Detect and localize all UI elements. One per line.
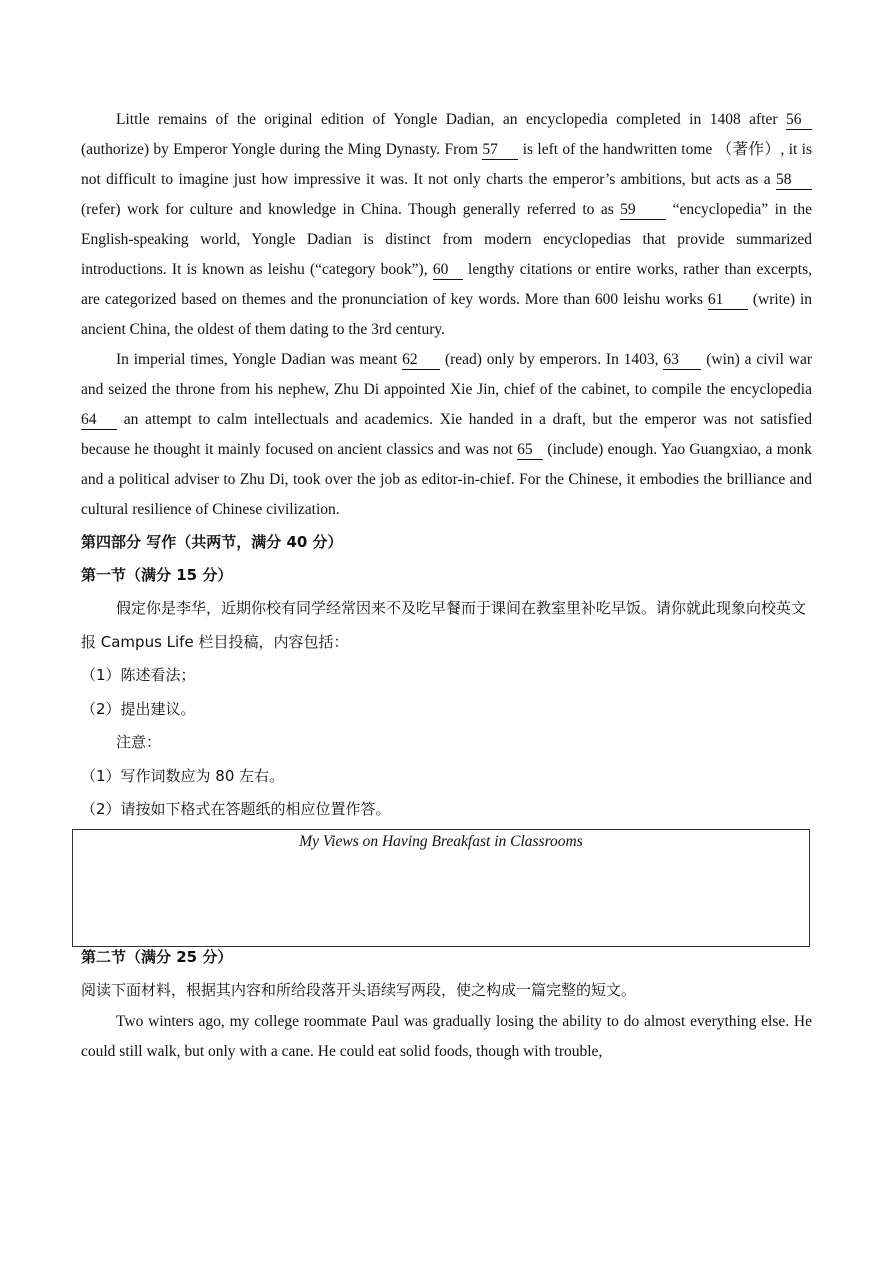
blank-59: 59 xyxy=(620,201,666,220)
blank-62: 62 xyxy=(402,351,440,370)
exam-page xyxy=(81,105,812,1067)
answer-box-wrapper xyxy=(81,827,812,949)
passage-text: In imperial times, Yongle Dadian was meant xyxy=(116,351,403,368)
requirement-2: （2）提出建议。 xyxy=(81,699,196,718)
section1-prompt: 假定你是李华，近期你校有同学经常因来不及吃早餐而于课间在教室里补吃早饭。请你就此现象向校英文报 Campus Life 栏目投稿，内容包括： xyxy=(81,599,807,651)
blank-56: 56 xyxy=(786,111,812,130)
story-paragraph: Two winters ago, my college roommate Paul was gradually losing the ability to do almost everything else. He could still walk, but only with a cane. He could eat solid foods, though with trouble, xyxy=(81,1013,812,1060)
section2-instruction: 阅读下面材料，根据其内容和所给段落开头语续写两段，使之构成一篇完整的短文。 xyxy=(81,980,637,999)
blank-65: 65 xyxy=(517,441,543,460)
blank-57: 57 xyxy=(482,141,518,160)
passage-text: Little remains of the original edition of Yongle Dadian, an encyclopedia completed in 1408 after xyxy=(116,111,786,128)
requirement-1: （1）陈述看法； xyxy=(81,666,196,684)
blank-61: 61 xyxy=(708,291,748,310)
passage-text: is left of the handwritten tome （著作）, it is not difficult to imagine just how impressive it was. It not only charts the emperor’s ambitions, but acts as a xyxy=(81,141,812,188)
section1-heading: 第一节（满分 15 分） xyxy=(81,566,233,584)
passage-text: (read) only by emperors. In 1403, xyxy=(440,351,664,368)
blank-63: 63 xyxy=(663,351,701,370)
note-2: （2）请按如下格式在答题纸的相应位置作答。 xyxy=(81,800,391,818)
passage-text: an attempt to calm intellectuals and academics. Xie handed in a draft, but the emperor was not satisfied because he thought it mainly focused on ancient classics and was not xyxy=(81,411,812,458)
essay-title: My Views on Having Breakfast in Classrooms xyxy=(299,832,583,850)
section2-heading: 第二节（满分 25 分） xyxy=(81,947,233,966)
passage-text: (authorize) by Emperor Yongle during the Ming Dynasty. From xyxy=(81,141,483,158)
blank-64: 64 xyxy=(81,411,117,430)
note-label: 注意： xyxy=(116,733,162,751)
passage-paragraph-2 xyxy=(81,345,812,525)
passage-text: (refer) work for culture and knowledge in China. Though generally referred to as xyxy=(81,201,621,218)
passage-text: lengthy citations or entire works, rather than excerpts, are categorized based on themes and the pronunciation of key words. More than 600 leishu works xyxy=(81,261,812,308)
passage-text: “encyclopedia” in the English-speaking world, Yongle Dadian is distinct from modern encyclopedias that provide summarized introductions. It is known as leishu (“category book”), xyxy=(81,201,812,278)
answer-format-box xyxy=(72,829,810,947)
note-1: （1）写作词数应为 80 左右。 xyxy=(81,766,285,785)
passage-text: (include) enough. Yao Guangxiao, a monk and a political adviser to Zhu Di, took over the job as editor-in-chief. For the Chinese, it embodies the brilliance and cultural resilience of Chinese civilization. xyxy=(81,441,812,518)
passage-text: (win) a civil war and seized the throne from his nephew, Zhu Di appointed Xie Jin, chief of the cabinet, to compile the encyclopedia xyxy=(81,351,812,398)
blank-60: 60 xyxy=(433,261,463,280)
part4-heading: 第四部分 写作（共两节，满分 40 分） xyxy=(81,533,343,551)
passage-text: (write) in ancient China, the oldest of them dating to the 3rd century. xyxy=(81,291,813,338)
passage-paragraph-1 xyxy=(81,105,812,345)
blank-58: 58 xyxy=(776,171,812,190)
